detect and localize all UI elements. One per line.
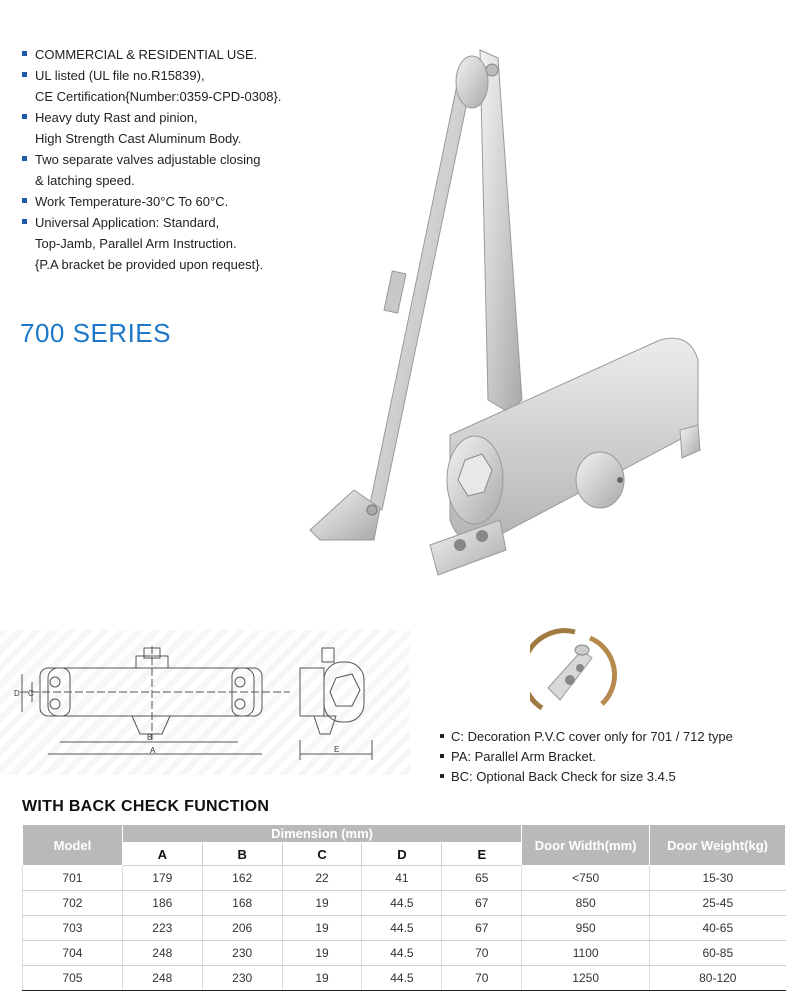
cell-a: 223	[122, 916, 202, 941]
cell-a: 248	[122, 966, 202, 991]
cell-door-width: 1100	[522, 941, 650, 966]
note-item	[440, 746, 733, 766]
cell-door-weight: 80-120	[650, 966, 786, 991]
cell-model: 702	[23, 891, 123, 916]
table-row	[23, 866, 786, 891]
cell-c: 19	[282, 941, 362, 966]
cell-d: 44.5	[362, 891, 442, 916]
cell-b: 230	[202, 966, 282, 991]
table-row	[23, 916, 786, 941]
cell-door-width: 850	[522, 891, 650, 916]
cell-model: 705	[23, 966, 123, 991]
dim-label-c: C	[28, 689, 34, 698]
cell-b: 206	[202, 916, 282, 941]
cell-model: 701	[23, 866, 123, 891]
table-row	[23, 941, 786, 966]
note-text: PA: Parallel Arm Bracket.	[451, 748, 596, 764]
cell-b: 168	[202, 891, 282, 916]
bullet-icon	[440, 754, 444, 758]
cell-door-weight: 60-85	[650, 941, 786, 966]
feature-line: {P.A bracket be provided upon request}.	[35, 257, 264, 272]
door-closer-image	[270, 40, 710, 580]
bullet-icon	[440, 774, 444, 778]
cell-d: 44.5	[362, 966, 442, 991]
cell-door-width: 950	[522, 916, 650, 941]
dim-label-e: E	[334, 745, 340, 754]
feature-line: Work Temperature-30°C To 60°C.	[35, 194, 229, 209]
table-row	[23, 966, 786, 991]
header-c: C	[282, 843, 362, 866]
feature-line: Universal Application: Standard,	[35, 215, 220, 230]
cell-e: 67	[442, 891, 522, 916]
table-header-row	[23, 825, 786, 843]
header-d: D	[362, 843, 442, 866]
bullet-icon	[22, 51, 27, 56]
bullet-icon	[22, 72, 27, 77]
note-text: C: Decoration P.V.C cover only for 701 / 712 type	[451, 728, 733, 744]
cell-a: 179	[122, 866, 202, 891]
header-model: Model	[23, 825, 123, 866]
cell-door-width: 1250	[522, 966, 650, 991]
cell-d: 44.5	[362, 916, 442, 941]
cell-d: 41	[362, 866, 442, 891]
cell-c: 19	[282, 891, 362, 916]
note-item	[440, 766, 733, 786]
feature-line: COMMERCIAL & RESIDENTIAL USE.	[35, 47, 258, 62]
cell-c: 19	[282, 966, 362, 991]
cell-b: 230	[202, 941, 282, 966]
feature-line: CE Certification{Number:0359-CPD-0308}.	[35, 89, 282, 104]
feature-line: High Strength Cast Aluminum Body.	[35, 131, 242, 146]
table-title: WITH BACK CHECK FUNCTION	[22, 798, 270, 815]
cell-c: 19	[282, 916, 362, 941]
dim-label-d: D	[14, 689, 20, 698]
bullet-icon	[22, 114, 27, 119]
bullet-icon	[22, 198, 27, 203]
cell-a: 248	[122, 941, 202, 966]
cell-door-weight: 15-30	[650, 866, 786, 891]
dimension-drawing	[0, 630, 410, 775]
notes-list	[440, 726, 733, 786]
feature-line: UL listed (UL file no.R15839),	[35, 68, 205, 83]
cell-d: 44.5	[362, 941, 442, 966]
bullet-icon	[22, 156, 27, 161]
cell-e: 65	[442, 866, 522, 891]
dim-label-a: A	[150, 746, 156, 755]
header-b: B	[202, 843, 282, 866]
bullet-icon	[22, 219, 27, 224]
cell-e: 67	[442, 916, 522, 941]
cell-model: 704	[23, 941, 123, 966]
cell-e: 70	[442, 941, 522, 966]
cell-c: 22	[282, 866, 362, 891]
header-a: A	[122, 843, 202, 866]
note-item	[440, 726, 733, 746]
bullet-icon	[440, 734, 444, 738]
cell-a: 186	[122, 891, 202, 916]
header-door-weight: Door Weight(kg)	[650, 825, 786, 866]
cell-model: 703	[23, 916, 123, 941]
header-dimension: Dimension (mm)	[122, 825, 521, 843]
spec-table	[22, 824, 786, 991]
table-row	[23, 891, 786, 916]
feature-line: Top-Jamb, Parallel Arm Instruction.	[35, 236, 237, 251]
parallel-arm-bracket-image	[530, 628, 620, 720]
feature-line: & latching speed.	[35, 173, 135, 188]
feature-line: Heavy duty Rast and pinion,	[35, 110, 198, 125]
header-door-width: Door Width(mm)	[522, 825, 650, 866]
series-title: 700 SERIES	[20, 318, 171, 348]
feature-line: Two separate valves adjustable closing	[35, 152, 261, 167]
header-e: E	[442, 843, 522, 866]
cell-door-weight: 25-45	[650, 891, 786, 916]
cell-door-weight: 40-65	[650, 916, 786, 941]
cell-b: 162	[202, 866, 282, 891]
cell-e: 70	[442, 966, 522, 991]
cell-door-width: <750	[522, 866, 650, 891]
note-text: BC: Optional Back Check for size 3.4.5	[451, 768, 676, 784]
dim-label-b: B	[147, 733, 153, 742]
